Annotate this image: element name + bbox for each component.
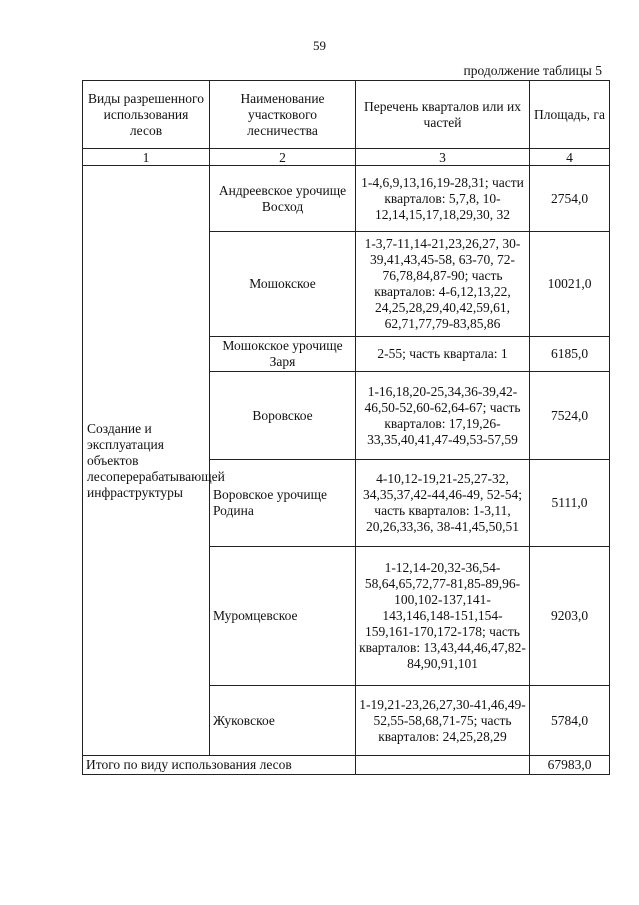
- forestry-name-cell: Муромцевское: [210, 547, 356, 686]
- column-number: 3: [356, 149, 530, 166]
- total-row: [83, 756, 610, 775]
- area-cell: 9203,0: [530, 547, 610, 686]
- blocks-cell: 1-3,7-11,14-21,23,26,27, 30-39,41,43,45-58, 63-70, 72-76,78,84,87-90; часть кварталов: 4-6,12,13,22, 24,25,28,29,40,42,59,61, 62,71,77,79-83,85,86: [356, 232, 530, 337]
- area-cell: 6185,0: [530, 337, 610, 372]
- total-label: Итого по виду использования лесов: [83, 756, 356, 775]
- area-cell: 2754,0: [530, 166, 610, 232]
- header-forestry-name: Наименование участкового лесничества: [210, 81, 356, 149]
- forestry-name-cell: Воровское урочище Родина: [210, 460, 356, 547]
- table-continuation-label: продолжение таблицы 5: [463, 63, 602, 78]
- table-row: [83, 166, 610, 232]
- total-empty-cell: [356, 756, 530, 775]
- column-number: 1: [83, 149, 210, 166]
- column-number-row: [83, 149, 610, 166]
- forest-usage-table: [82, 80, 610, 775]
- column-number: 4: [530, 149, 610, 166]
- page-number: 59: [313, 38, 326, 53]
- area-cell: 10021,0: [530, 232, 610, 337]
- usage-type-cell: Создание и эксплуатация объектов лесоперерабатывающей инфраструктуры: [83, 166, 210, 756]
- total-area: 67983,0: [530, 756, 610, 775]
- area-cell: 5784,0: [530, 686, 610, 756]
- forestry-name-cell: Мошокское урочище Заря: [210, 337, 356, 372]
- header-area: Площадь, га: [530, 81, 610, 149]
- forestry-name-cell: Мошокское: [210, 232, 356, 337]
- forestry-name-cell: Андреевское урочище Восход: [210, 166, 356, 232]
- blocks-cell: 1-19,21-23,26,27,30-41,46,49-52,55-58,68,71-75; часть кварталов: 24,25,28,29: [356, 686, 530, 756]
- blocks-cell: 4-10,12-19,21-25,27-32, 34,35,37,42-44,46-49, 52-54; часть кварталов: 1-3,11, 20,26,33,36, 38-41,45,50,51: [356, 460, 530, 547]
- column-number: 2: [210, 149, 356, 166]
- blocks-cell: 1-4,6,9,13,16,19-28,31; части кварталов: 5,7,8, 10-12,14,15,17,18,29,30, 32: [356, 166, 530, 232]
- area-cell: 5111,0: [530, 460, 610, 547]
- forestry-name-cell: Жуковское: [210, 686, 356, 756]
- area-cell: 7524,0: [530, 372, 610, 460]
- table-header-row: [83, 81, 610, 149]
- header-usage-type: Виды разрешенного использования лесов: [83, 81, 210, 149]
- blocks-cell: 2-55; часть квартала: 1: [356, 337, 530, 372]
- blocks-cell: 1-12,14-20,32-36,54-58,64,65,72,77-81,85-89,96-100,102-137,141-143,146,148-151,154-159,161-170,172-178; часть кварталов: 13,43,44,46,47,82-84,90,91,101: [356, 547, 530, 686]
- forestry-name-cell: Воровское: [210, 372, 356, 460]
- blocks-cell: 1-16,18,20-25,34,36-39,42-46,50-52,60-62,64-67; часть кварталов: 17,19,26-33,35,40,41,47-49,53-57,59: [356, 372, 530, 460]
- header-blocks-list: Перечень кварталов или их частей: [356, 81, 530, 149]
